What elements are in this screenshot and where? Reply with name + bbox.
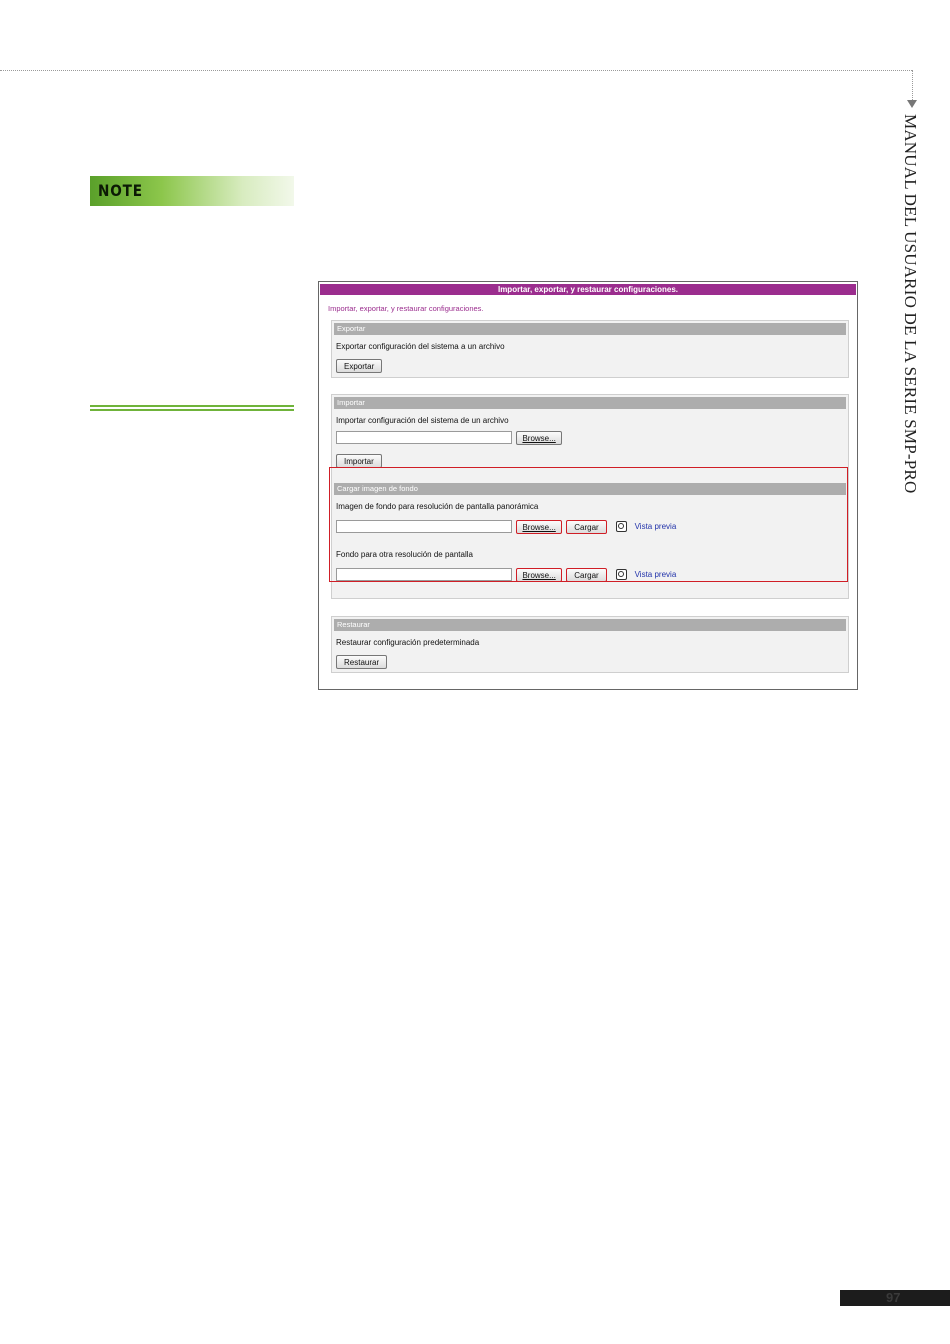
import-button[interactable]: Importar (336, 454, 382, 468)
restore-description: Restaurar configuración predeterminada (336, 638, 480, 647)
wide-preview-link[interactable]: Vista previa (634, 522, 677, 532)
restore-button[interactable]: Restaurar (336, 655, 387, 669)
other-background-label: Fondo para otra resolución de pantalla (336, 550, 473, 559)
restore-section (331, 616, 849, 673)
export-button[interactable]: Exportar (336, 359, 382, 373)
other-upload-button[interactable]: Cargar (566, 568, 606, 582)
export-heading: Exportar (334, 323, 846, 335)
import-file-field[interactable] (336, 431, 512, 444)
restore-heading: Restaurar (334, 619, 846, 631)
other-preview-link[interactable]: Vista previa (634, 570, 677, 580)
export-section (331, 320, 849, 378)
breadcrumb[interactable]: Importar, exportar, y restaurar configuraciones. (328, 304, 484, 313)
note-divider (90, 405, 294, 411)
wide-background-label: Imagen de fondo para resolución de pantalla panorámica (336, 502, 539, 511)
side-title: MANUAL DEL USUARIO DE LA SERIE SMP-PRO (901, 114, 920, 494)
import-browse-button[interactable]: Browse... (516, 431, 561, 445)
window-title: Importar, exportar, y restaurar configuraciones. (320, 284, 856, 295)
page-number-box (840, 1290, 950, 1306)
import-description: Importar configuración del sistema de un archivo (336, 416, 509, 425)
arrow-down-icon (907, 100, 917, 108)
import-heading: Importar (334, 397, 846, 409)
note-label: NOTE (98, 181, 143, 200)
page-number: 97 (886, 1290, 901, 1305)
wide-upload-button[interactable]: Cargar (566, 520, 606, 534)
wide-browse-button[interactable]: Browse... (516, 520, 561, 534)
highlight-frame (329, 467, 848, 582)
top-dotted-rule (0, 70, 912, 71)
note-banner (90, 176, 294, 206)
export-description: Exportar configuración del sistema a un archivo (336, 342, 505, 351)
background-heading: Cargar imagen de fondo (334, 483, 846, 495)
side-dotted-rule (912, 70, 913, 100)
other-browse-button[interactable]: Browse... (516, 568, 561, 582)
